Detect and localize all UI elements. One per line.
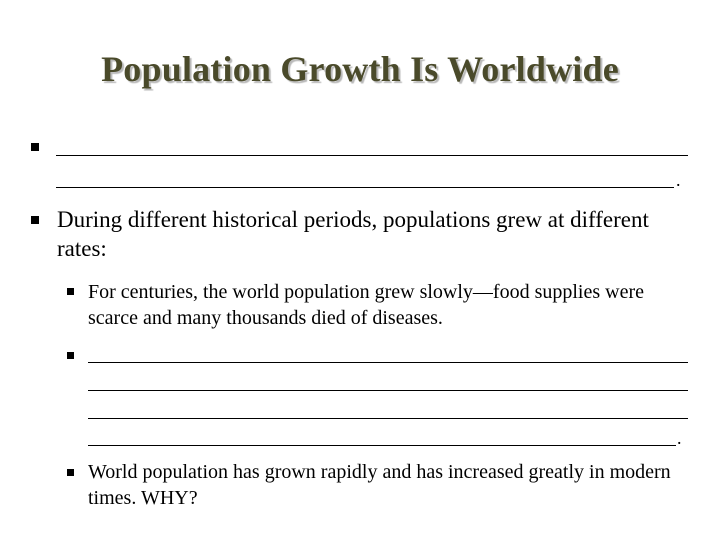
sub-bullet-text-1: For centuries, the world population grew slowly—food supplies were scarce and many thousands died of diseases. <box>88 281 645 329</box>
blank-period-2: . <box>677 428 682 448</box>
blank-line-1a <box>56 155 688 156</box>
blank-line-2c <box>88 418 688 419</box>
blank-period-1: . <box>676 170 681 190</box>
blank-line-2a <box>88 362 688 363</box>
slide-title: Population Growth Is Worldwide <box>101 49 619 89</box>
bullet-marker-2 <box>31 216 39 224</box>
blank-line-1b <box>56 187 674 188</box>
blank-line-2b <box>88 390 688 391</box>
sub-bullet-marker-2 <box>67 352 74 359</box>
bullet-text-2: During different historical periods, populations grew at different rates: <box>57 207 649 261</box>
bullet-marker-1 <box>31 143 39 151</box>
sub-bullet-marker-1 <box>67 288 74 295</box>
blank-line-2d <box>88 445 676 446</box>
sub-bullet-marker-3 <box>67 469 74 476</box>
sub-bullet-text-3: World population has grown rapidly and has increased greatly in modern times. WHY? <box>88 461 671 509</box>
